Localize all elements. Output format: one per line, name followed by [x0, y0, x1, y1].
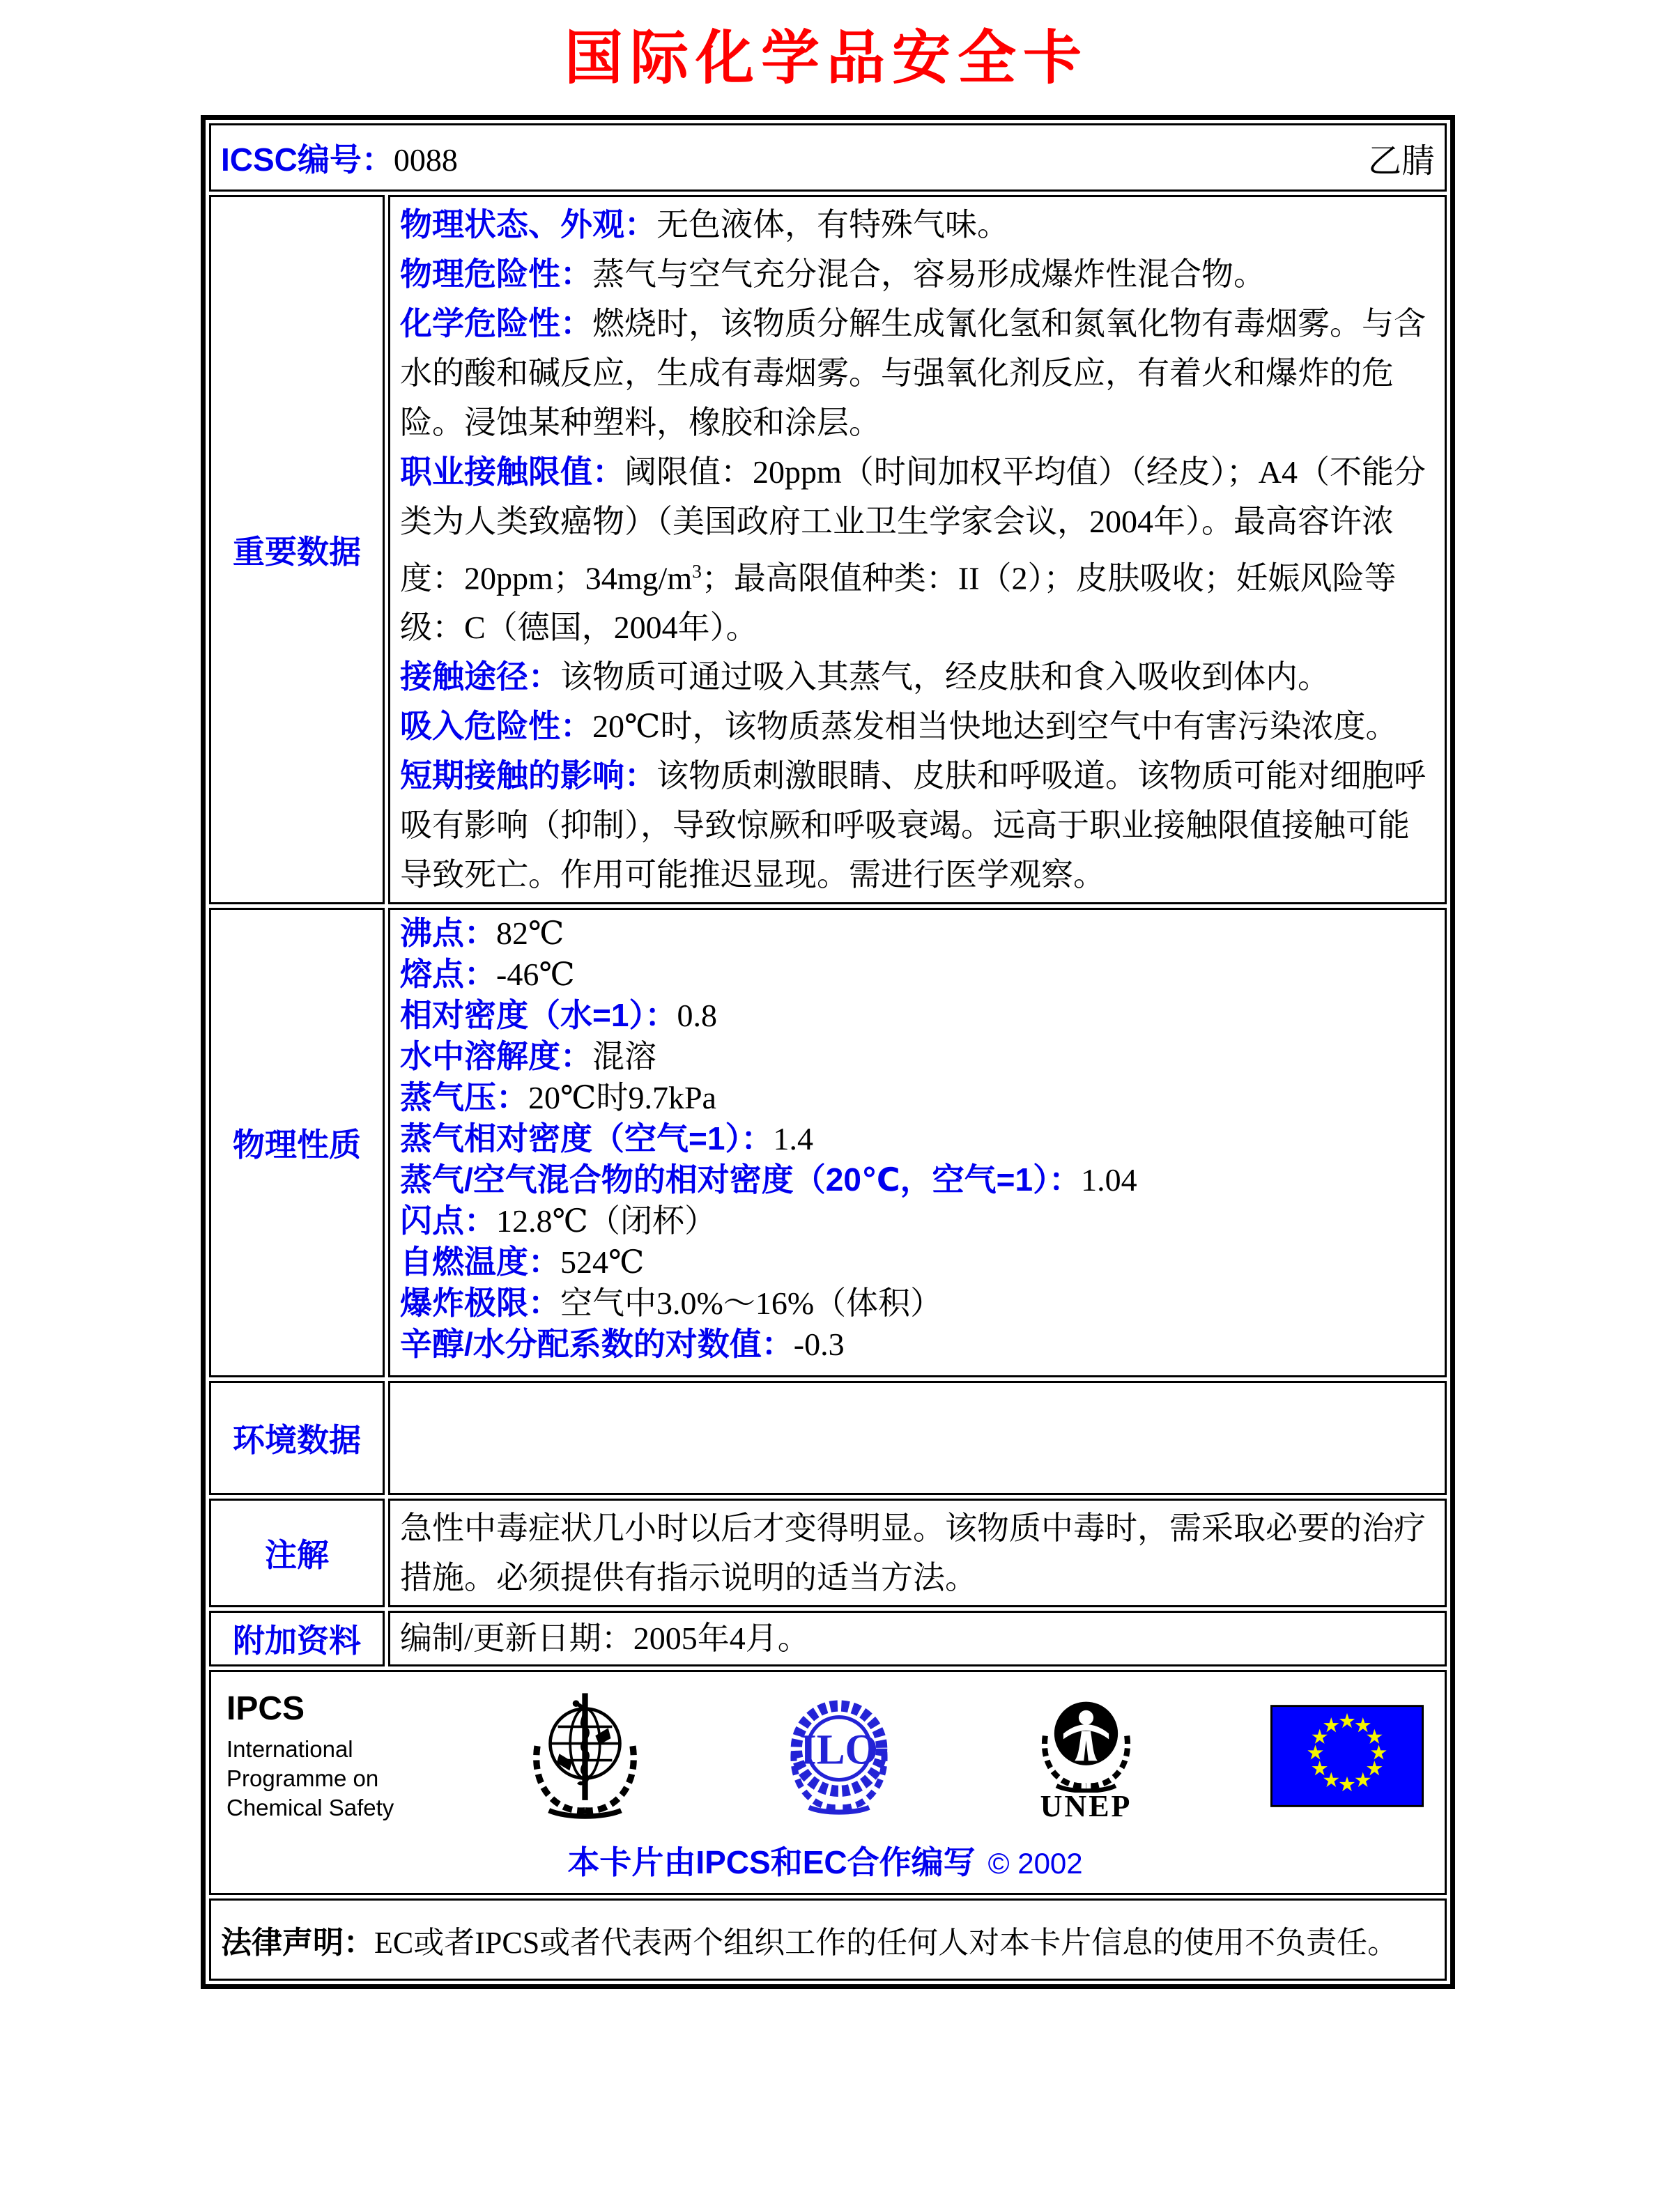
property-value: 阈限值：20ppm（时间加权平均值）（经皮）；A4（不能分类为人类致癌物）（美国政府工业卫生学家会议，2004年）。最高容许浓度：20ppm；34mg/m — [400, 454, 1426, 596]
property-line — [400, 299, 1435, 447]
eu-flag-icon — [1270, 1705, 1424, 1807]
notes-row — [209, 1499, 1447, 1607]
property-value: 混溶 — [592, 1039, 656, 1075]
legal-cell — [209, 1898, 1447, 1981]
property-key: 物理危险性： — [400, 256, 592, 292]
icsc-number-label: ICSC编号： — [221, 141, 394, 178]
unep-block — [1029, 1688, 1144, 1824]
cooperation-caption — [226, 1837, 1424, 1883]
ilo-emblem-icon — [776, 1688, 902, 1824]
property-key: 相对密度（水=1）： — [400, 997, 677, 1034]
card-table — [201, 115, 1455, 1989]
property-value: 燃烧时，该物质分解生成氰化氢和氮氧化物有毒烟雾。与含水的酸和碱反应，生成有毒烟雾。与强氧化剂反应，有着火和爆炸的危险。浸蚀某种塑料，橡胶和涂层。 — [400, 306, 1426, 440]
property-line — [400, 447, 1435, 652]
property-line — [400, 1077, 1435, 1118]
property-line — [400, 1200, 1435, 1242]
property-line — [400, 751, 1435, 899]
property-line — [400, 200, 1435, 249]
additional-text: 编制/更新日期：2005年4月。 — [400, 1621, 810, 1657]
property-line — [400, 1324, 1435, 1365]
property-line — [400, 1118, 1435, 1159]
page-title: 国际化学品安全卡 — [564, 26, 1089, 91]
section-content-environment — [388, 1381, 1447, 1495]
superscript: 3 — [692, 560, 702, 582]
logos-cell — [209, 1670, 1447, 1895]
notes-text: 急性中毒症状几小时以后才变得明显。该物质中毒时，需采取必要的治疗措施。必须提供有指示说明的适当方法。 — [400, 1510, 1426, 1596]
section-content-additional — [388, 1611, 1447, 1666]
svg-text:ILO: ILO — [800, 1726, 879, 1774]
property-key: 蒸气/空气混合物的相对密度（20℃，空气=1）： — [400, 1161, 1082, 1198]
additional-info-row — [209, 1611, 1447, 1666]
property-key: 蒸气相对密度（空气=1）： — [400, 1120, 774, 1157]
ipcs-block — [226, 1689, 394, 1823]
physical-properties-row — [209, 908, 1447, 1377]
property-value: 20℃时，该物质蒸发相当快地达到空气中有害污染浓度。 — [592, 709, 1398, 745]
header-cell — [209, 123, 1447, 192]
property-key: 水中溶解度： — [400, 1038, 592, 1075]
property-value: ；最高限值种类：II（2）；皮肤吸收；妊娠风险等级：C（德国，2004年）。 — [400, 560, 1397, 646]
property-line — [400, 1242, 1435, 1283]
property-value: 12.8℃（闭杯） — [496, 1203, 716, 1239]
property-key: 沸点： — [400, 915, 496, 952]
ipcs-subtitle-line: Programme on — [226, 1765, 379, 1792]
property-value: 1.04 — [1081, 1162, 1137, 1198]
unep-emblem-icon — [1029, 1688, 1144, 1793]
property-line — [400, 1036, 1435, 1077]
property-key: 物理状态、外观： — [400, 206, 656, 242]
legal-label: 法律声明： — [221, 1926, 374, 1960]
property-value: -46℃ — [496, 957, 575, 993]
property-key: 短期接触的影响： — [400, 757, 656, 794]
legal-row — [209, 1898, 1447, 1981]
property-key: 熔点： — [400, 956, 496, 993]
property-key: 爆炸极限： — [400, 1285, 560, 1322]
copyright-text: © 2002 — [987, 1847, 1083, 1880]
section-content-physical — [388, 908, 1447, 1377]
property-value: 524℃ — [560, 1244, 645, 1281]
section-label-physical: 物理性质 — [209, 908, 385, 1377]
property-line — [400, 913, 1435, 954]
environmental-data-row — [209, 1381, 1447, 1495]
property-value: 0.8 — [677, 998, 717, 1034]
icsc-number-group — [221, 134, 458, 180]
property-value: 1.4 — [773, 1121, 813, 1157]
section-label-notes: 注解 — [209, 1499, 385, 1607]
property-value: -0.3 — [793, 1327, 845, 1363]
unep-label: UNEP — [1040, 1789, 1132, 1824]
ipcs-subtitle-line: Chemical Safety — [226, 1795, 394, 1821]
property-value: 蒸气与空气充分混合，容易形成爆炸性混合物。 — [592, 256, 1266, 292]
property-line — [400, 652, 1435, 702]
property-key: 蒸气压： — [400, 1079, 528, 1116]
property-value: 20℃时9.7kPa — [528, 1080, 716, 1116]
important-data-row — [209, 195, 1447, 904]
property-key: 吸入危险性： — [400, 708, 592, 745]
header-row — [209, 123, 1447, 192]
property-line — [400, 1159, 1435, 1200]
property-key: 接触途径： — [400, 658, 560, 695]
section-label-additional: 附加资料 — [209, 1611, 385, 1666]
property-key: 自燃温度： — [400, 1244, 560, 1281]
property-key: 化学危险性： — [400, 305, 592, 341]
legal-text: EC或者IPCS或者代表两个组织工作的任何人对本卡片信息的使用不负责任。 — [374, 1926, 1399, 1960]
property-key: 辛醇/水分配系数的对数值： — [400, 1326, 794, 1363]
property-line — [400, 954, 1435, 995]
section-label-environment: 环境数据 — [209, 1381, 385, 1495]
section-content-notes — [388, 1499, 1447, 1607]
chemical-name: 乙腈 — [1367, 142, 1435, 180]
property-value: 空气中3.0%～16%（体积） — [560, 1285, 943, 1322]
property-value: 82℃ — [496, 915, 564, 952]
section-content-important — [388, 195, 1447, 904]
property-value: 该物质刺激眼睛、皮肤和呼吸道。该物质可能对细胞呼吸有影响（抑制），导致惊厥和呼吸衰竭。远高于职业接触限值接触可能导致死亡。作用可能推迟显现。需进行医学观察。 — [400, 758, 1426, 893]
ipcs-subtitle-line: International — [226, 1736, 353, 1763]
ipcs-acronym: IPCS — [226, 1690, 305, 1728]
property-line — [400, 995, 1435, 1036]
property-key: 职业接触限值： — [400, 454, 624, 490]
who-emblem-icon — [521, 1687, 649, 1826]
property-value: 该物质可通过吸入其蒸气，经皮肤和食入吸收到体内。 — [560, 659, 1330, 695]
property-line — [400, 249, 1435, 299]
icsc-number-value: 0088 — [393, 142, 458, 178]
section-label-important: 重要数据 — [209, 195, 385, 904]
property-key: 闪点： — [400, 1202, 496, 1239]
property-line — [400, 702, 1435, 751]
property-value: 无色液体，有特殊气味。 — [656, 207, 1009, 242]
caption-text: 本卡片由IPCS和EC合作编写 — [567, 1844, 976, 1881]
logos-row — [209, 1670, 1447, 1895]
property-line — [400, 1283, 1435, 1324]
